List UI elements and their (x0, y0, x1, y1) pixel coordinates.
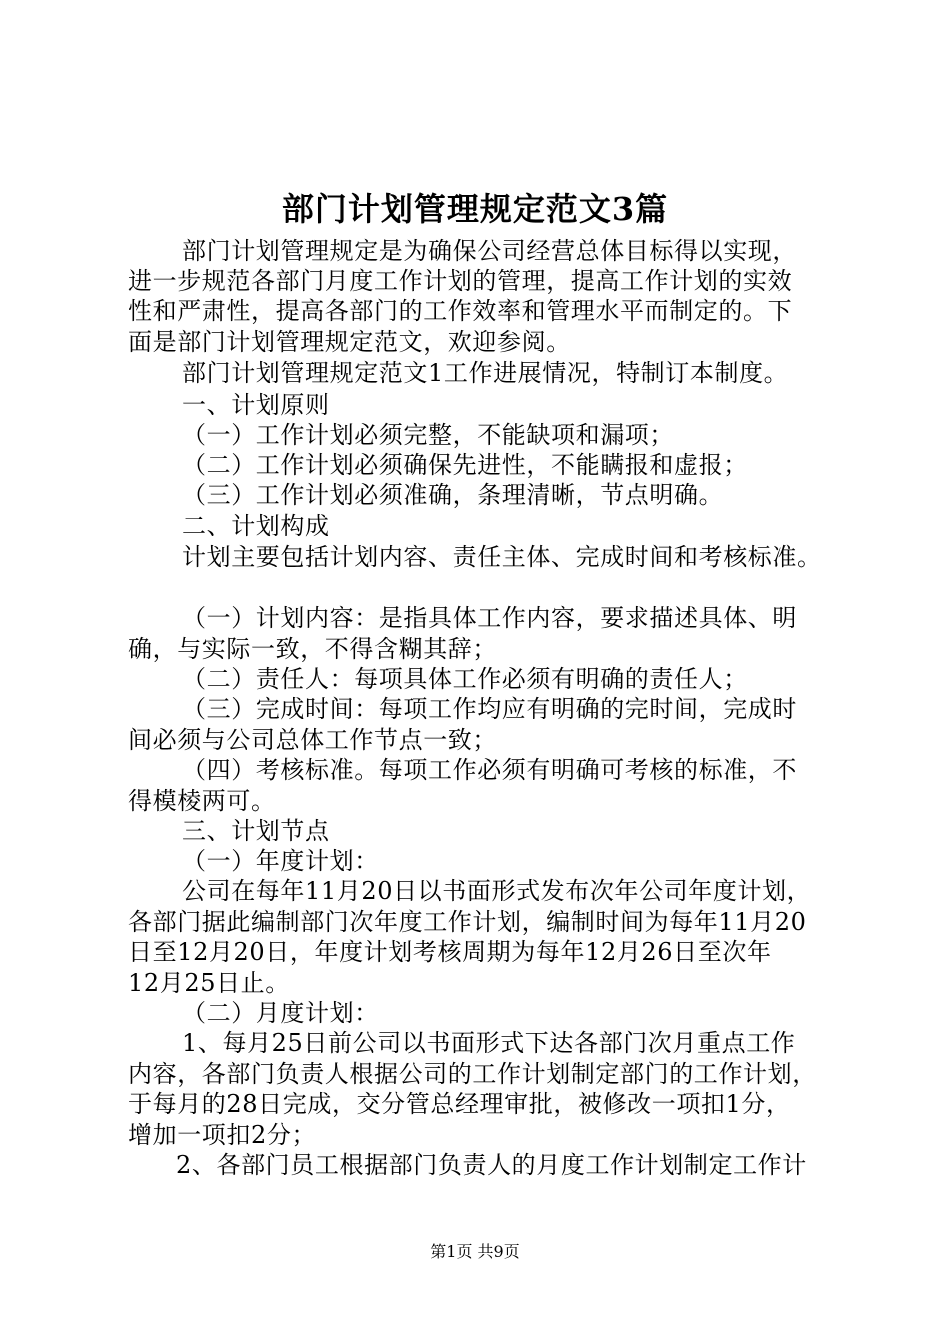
body-line: 面是部门计划管理规定范文，欢迎参阅。 (128, 328, 571, 356)
body-line: 增加一项扣2分； (128, 1121, 317, 1149)
page-footer: 第1页 共9页 (430, 1242, 520, 1261)
body-line: 2、各部门员工根据部门负责人的月度工作计划制定工作计 (176, 1151, 807, 1179)
document-title: 部门计划管理规定范文3篇 (281, 190, 669, 228)
body-line: 12月25日止。 (128, 969, 290, 997)
body-line: （三）完成时间：每项工作均应有明确的完时间，完成时 (182, 695, 797, 723)
body-line: （二）工作计划必须确保先进性，不能瞒报和虚报； (182, 451, 748, 479)
body-line: （四）考核标准。每项工作必须有明确可考核的标准，不 (182, 756, 797, 784)
section-heading: 一、计划原则 (182, 391, 330, 419)
body-line: （一）工作计划必须完整，不能缺项和漏项； (182, 421, 674, 449)
body-line: （二）月度计划： (182, 999, 379, 1027)
body-line: 部门计划管理规定是为确保公司经营总体目标得以实现， (182, 237, 797, 265)
section-heading: 二、计划构成 (182, 512, 330, 540)
body-line: （一）年度计划： (182, 847, 379, 875)
body-line: 性和严肃性，提高各部门的工作效率和管理水平而制定的。下 (128, 297, 793, 325)
body-line: （一）计划内容：是指具体工作内容，要求描述具体、明 (182, 604, 797, 632)
body-line: 日至12月20日，年度计划考核周期为每年12月26日至次年 (128, 938, 772, 966)
body-line: 进一步规范各部门月度工作计划的管理，提高工作计划的实效 (128, 267, 793, 295)
body-line: （三）工作计划必须准确，条理清晰，节点明确。 (182, 481, 724, 509)
body-line: （二）责任人：每项具体工作必须有明确的责任人； (182, 665, 748, 693)
body-line: 各部门据此编制部门次年度工作计划，编制时间为每年11月20 (128, 908, 807, 936)
section-heading: 三、计划节点 (182, 817, 330, 845)
body-line: 1、每月25日前公司以书面形式下达各部门次月重点工作 (182, 1029, 796, 1057)
body-line: 公司在每年11月20日以书面形式发布次年公司年度计划， (182, 877, 812, 905)
body-line: 间必须与公司总体工作节点一致； (128, 726, 497, 754)
body-line: 内容，各部门负责人根据公司的工作计划制定部门的工作计划， (128, 1060, 817, 1088)
body-line: 部门计划管理规定范文1工作进展情况，特制订本制度。 (182, 359, 789, 387)
body-line: 得模棱两可。 (128, 787, 276, 815)
body-line: 于每月的28日完成，交分管总经理审批，被修改一项扣1分， (128, 1090, 791, 1118)
body-line: 计划主要包括计划内容、责任主体、完成时间和考核标准。 (182, 543, 822, 571)
body-line: 确，与实际一致，不得含糊其辞； (128, 635, 497, 663)
